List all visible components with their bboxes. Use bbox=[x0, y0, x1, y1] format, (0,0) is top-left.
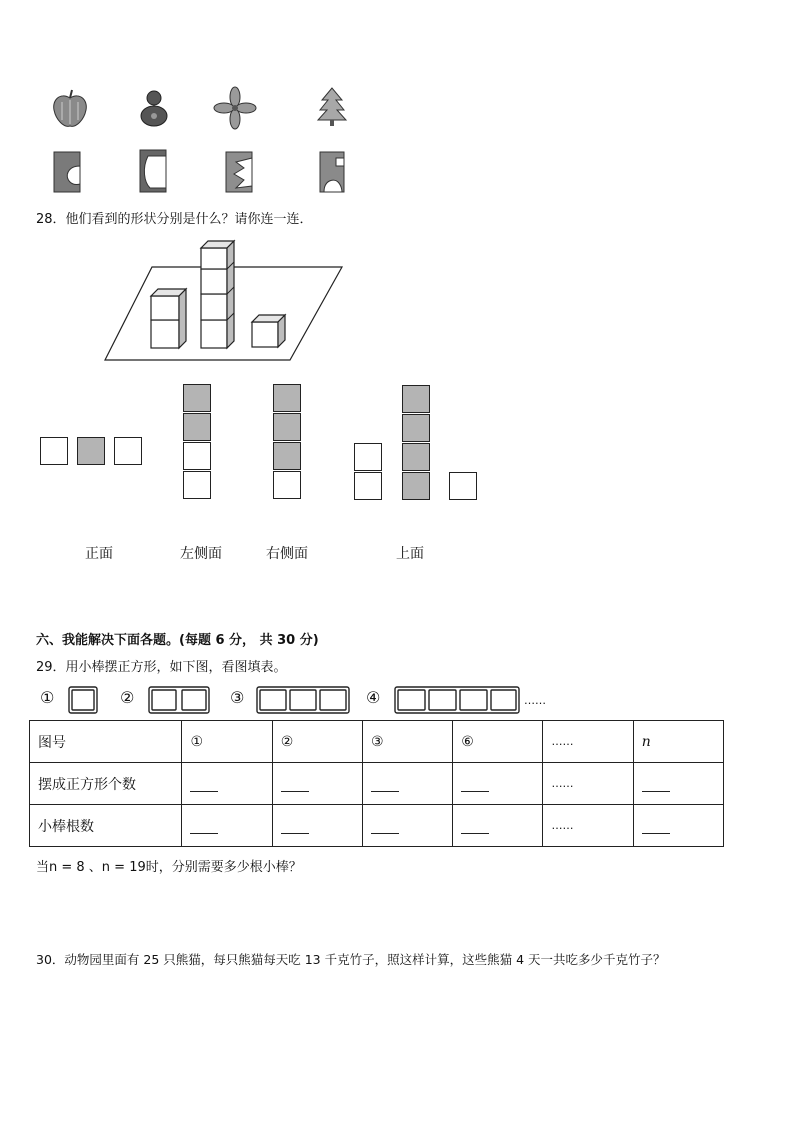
stick-figures bbox=[38, 684, 558, 716]
figure-1-label: ① bbox=[40, 688, 55, 707]
fill-in-table bbox=[29, 720, 724, 847]
q30-text: 30．动物园里面有 25 只熊猫，每只熊猫每天吃 13 千克竹子，照这样计算，这些熊猫 4 天一共吃多少千克竹子？ bbox=[36, 952, 666, 967]
row-label: 摆成正方形个数 bbox=[30, 763, 182, 805]
figure-3-squares bbox=[254, 684, 358, 716]
tree-icon bbox=[318, 88, 346, 126]
ellipsis-cell: …… bbox=[543, 763, 633, 805]
blank-cell[interactable] bbox=[362, 805, 452, 847]
figure-1-squares bbox=[66, 684, 106, 716]
blank-cell[interactable] bbox=[633, 805, 723, 847]
header-cell: n bbox=[633, 721, 723, 763]
label-right-side: 右侧面 bbox=[266, 546, 308, 562]
figure-4-squares bbox=[392, 684, 524, 716]
blank-cell[interactable] bbox=[272, 805, 362, 847]
q29-question: 当n = 8 、n = 19时，分别需要多少根小棒？ bbox=[36, 860, 302, 875]
flower-icon bbox=[214, 87, 256, 129]
blank-cell[interactable] bbox=[453, 805, 543, 847]
single-cube bbox=[252, 315, 285, 347]
ellipsis-cell: …… bbox=[543, 805, 633, 847]
blank-cell[interactable] bbox=[182, 763, 272, 805]
q29-text: 29．用小棒摆正方形，如下图，看图填表。 bbox=[36, 660, 287, 675]
blank-cell[interactable] bbox=[182, 805, 272, 847]
apple-icon bbox=[54, 90, 87, 126]
table-row bbox=[30, 805, 724, 847]
shapes-figure bbox=[40, 80, 360, 200]
figure-4-label: ④ bbox=[366, 688, 381, 707]
card-cutout-4-icon bbox=[320, 152, 344, 192]
label-left-side: 左侧面 bbox=[180, 546, 222, 562]
header-cell: …… bbox=[543, 721, 633, 763]
blank-cell[interactable] bbox=[453, 763, 543, 805]
header-cell: 图号 bbox=[30, 721, 182, 763]
table-row bbox=[30, 763, 724, 805]
label-top: 上面 bbox=[396, 546, 424, 562]
figure-2-label: ② bbox=[120, 688, 135, 707]
figures-ellipsis: …… bbox=[524, 694, 546, 707]
table-row bbox=[30, 721, 724, 763]
row-label: 小棒根数 bbox=[30, 805, 182, 847]
header-cell: ⑥ bbox=[453, 721, 543, 763]
header-cell: ③ bbox=[362, 721, 452, 763]
section-6-title: 六、我能解决下面各题。(每题 6 分， 共 30 分) bbox=[36, 633, 319, 648]
blank-cell[interactable] bbox=[362, 763, 452, 805]
cubes-figure bbox=[100, 236, 350, 366]
label-front: 正面 bbox=[85, 546, 113, 562]
figure-3-label: ③ bbox=[230, 688, 245, 707]
gourd-icon bbox=[141, 91, 167, 126]
stack-2-cubes bbox=[151, 289, 186, 348]
header-cell: ② bbox=[272, 721, 362, 763]
stack-4-cubes bbox=[201, 241, 234, 348]
card-cutout-1-icon bbox=[54, 152, 80, 192]
card-cutout-2-icon bbox=[140, 150, 166, 192]
blank-cell[interactable] bbox=[633, 763, 723, 805]
card-cutout-3-icon bbox=[226, 152, 252, 192]
header-cell: ① bbox=[182, 721, 272, 763]
figure-2-squares bbox=[146, 684, 218, 716]
blank-cell[interactable] bbox=[272, 763, 362, 805]
q28-text: 28．他们看到的形状分别是什么？请你连一连． bbox=[36, 212, 313, 227]
